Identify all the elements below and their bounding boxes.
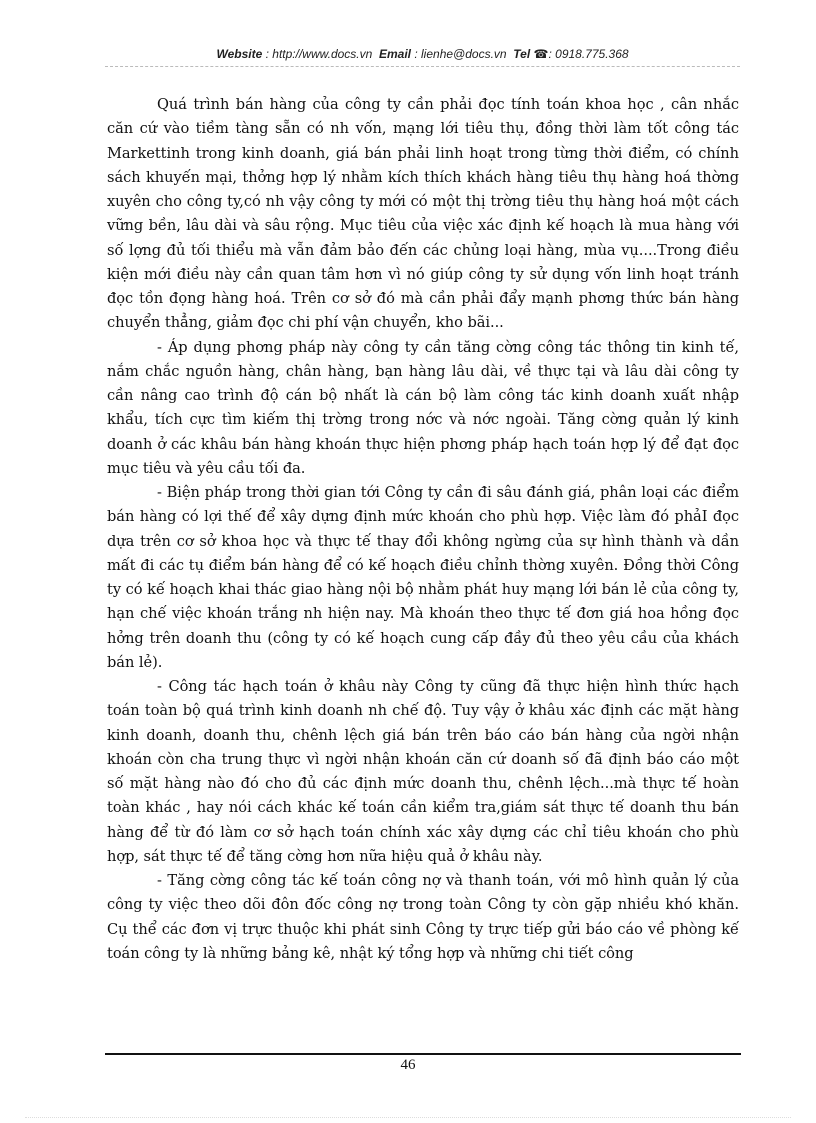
document-body xyxy=(107,93,739,966)
email-address: lienhe@docs.vn xyxy=(421,47,507,61)
page-bottom-border xyxy=(25,1117,791,1118)
tel-number: 0918.775.368 xyxy=(555,47,629,61)
paragraph: - Áp dụng phơng pháp này công ty cần tăng cờng công tác thông tin kinh tế, nắm chắc nguồn hàng, chân hàng, bạn hàng lâu dài, về thực tại và lâu dài công ty cần nâng cao trình độ cán bộ nhất là cán bộ làm công tác kinh doanh xuất nhập khẩu, tích cực tìm kiếm thị trờng trong nớc và nớc ngoài. Tăng cờng quản lý kinh doanh ở các khâu bán hàng khoán thực hiện phơng pháp hạch toán hợp lý để đạt đọc mục tiêu và yêu cầu tối đa. xyxy=(107,338,739,477)
email-separator: : xyxy=(411,47,422,61)
tel-separator: : xyxy=(548,47,556,61)
website-label: Website xyxy=(216,47,263,61)
footer-divider xyxy=(105,1053,741,1055)
page-number: 46 xyxy=(400,1057,416,1073)
header-divider xyxy=(105,66,740,67)
website-separator: : xyxy=(262,47,273,61)
website-url: http://www.docs.vn xyxy=(272,47,373,61)
tel-label: Tel xyxy=(513,47,531,61)
paragraph: - Công tác hạch toán ở khâu này Công ty cũng đã thực hiện hình thức hạch toán toàn bộ quá trình kinh doanh nh chế độ. Tuy vậy ở khâu xác định các mặt hàng kinh doanh, doanh thu, chênh lệch giá bán trên báo cáo bán hàng của ngời nhận khoán còn cha trung thực vì ngời nhận khoán căn cứ doanh số đã định báo cáo một số mặt hàng nào đó cho đủ các định mức doanh thu, chênh lệch...mà thực tế hoàn toàn khác , hay nói cách khác kế toán cần kiểm tra,giám sát thực tế doanh thu bán hàng để từ đó làm cơ sở hạch toán chính xác xây dựng các chỉ tiêu khoán cho phù hợp, sát thực tế để tăng cờng hơn nữa hiệu quả ở khâu này. xyxy=(107,678,739,865)
phone-icon: ☎ xyxy=(533,47,549,61)
page-header xyxy=(105,47,740,61)
paragraph: - Tăng cờng công tác kế toán công nợ và thanh toán, với mô hình quản lý của công ty việc theo dõi đôn đốc công nợ trong toàn Công ty còn gặp nhiều khó khăn. Cụ thể các đơn vị trực thuộc khi phát sinh Công ty trực tiếp gửi báo cáo về phòng kế toán công ty là những bảng kê, nhật ký tổng hợp và những chi tiết công xyxy=(107,872,739,962)
paragraph: - Biện pháp trong thời gian tới Công ty cần đi sâu đánh giá, phân loại các điểm bán hàng có lợi thế để xây dựng định mức khoán cho phù hợp. Việc làm đó phảI đọc dựa trên cơ sở khoa học và thực tế thay đổi không ngừng của sự hình thành và dần mất đi các tụ điểm bán hàng để có kế hoạch điều chỉnh thờng xuyên. Đồng thời Công ty có kế hoạch khai thác giao hàng nội bộ nhằm phát huy mạng lới bán lẻ của công ty, hạn chế việc khoán trắng nh hiện nay. Mà khoán theo thực tế đơn giá hoa hồng đọc hởng trên doanh thu (công ty có kế hoạch cung cấp đầy đủ theo yêu cầu của khách bán lẻ). xyxy=(107,484,739,671)
email-label: Email xyxy=(378,47,411,61)
paragraph: Quá trình bán hàng của công ty cần phải đọc tính toán khoa học , cân nhắc căn cứ vào tiềm tàng sẵn có nh vốn, mạng lới tiêu thụ, đồng thời làm tốt công tác Markettinh trong kinh doanh, giá bán phải linh hoạt trong từng thời điểm, có chính sách khuyến mại, thởng hợp lý nhằm kích thích khách hàng tiêu thụ hàng hoá thờng xuyên cho công ty,có nh vậy công ty mới có một thị trờng tiêu thụ hàng hoá một cách vững bền, lâu dài và sâu rộng. Mục tiêu của việc xác định kế hoạch là mua hàng với số lợng đủ tối thiểu mà vẫn đảm bảo đến các chủng loại hàng, mùa vụ....Trong điều kiện mới điều này cần quan tâm hơn vì nó giúp công ty sử dụng vốn linh hoạt tránh đọc tồn đọng hàng hoá. Trên cơ sở đó mà cần phải đẩy mạnh phơng thức bán hàng chuyển thẳng, giảm đọc chi phí vận chuyển, kho bãi... xyxy=(107,96,739,332)
